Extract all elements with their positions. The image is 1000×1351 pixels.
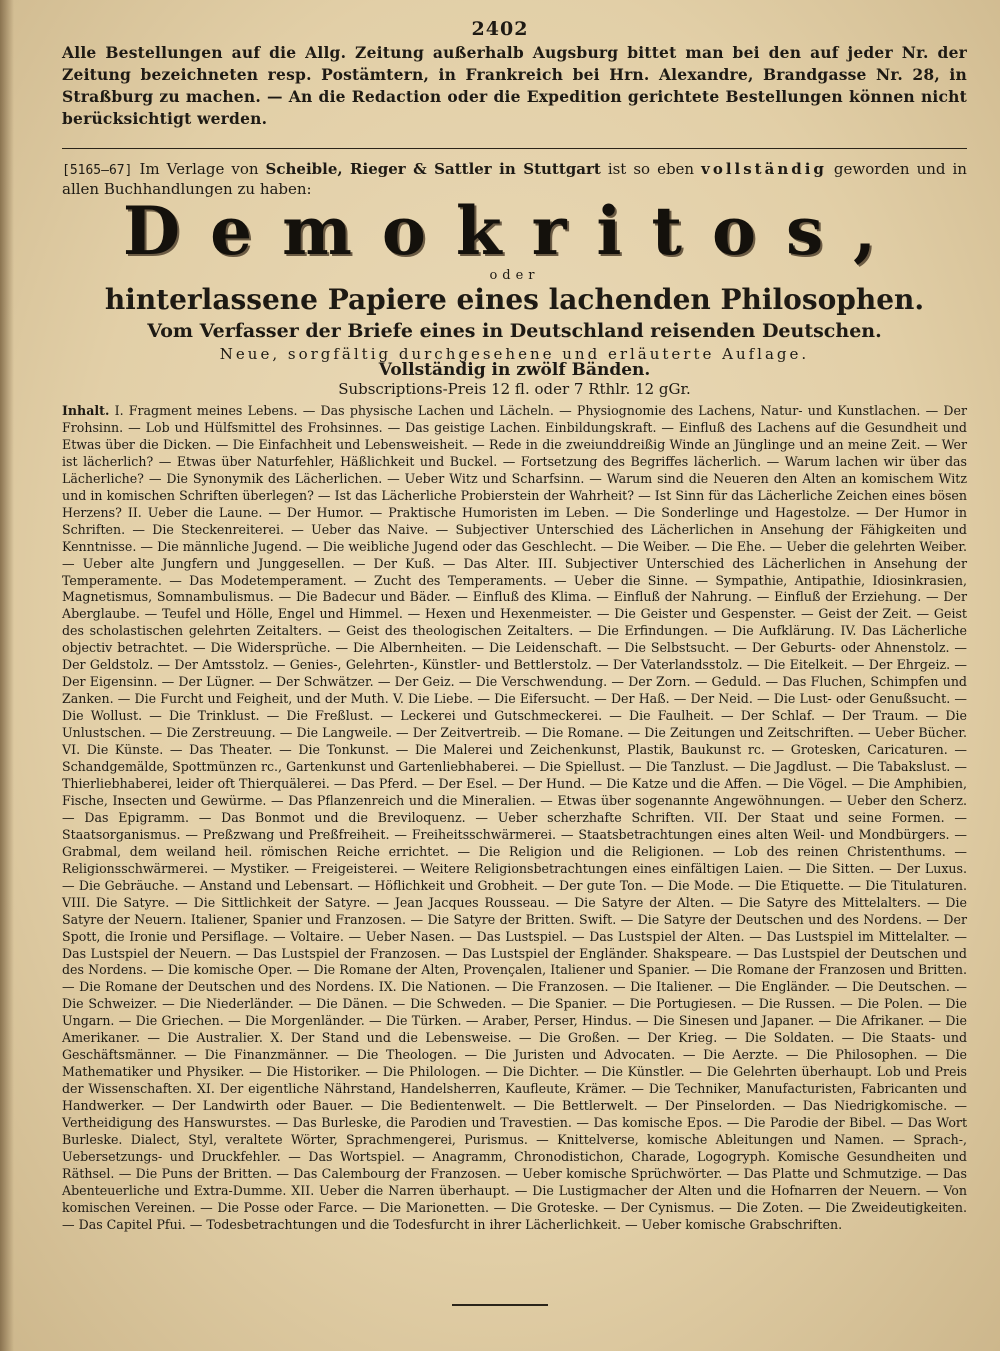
- title-conjunction: oder: [489, 268, 540, 283]
- end-rule: [452, 1304, 548, 1306]
- ad-reference-number: [5165–67]: [62, 163, 133, 178]
- page-edge-shadow: [0, 0, 14, 1351]
- intro-text-middle: ist so eben: [607, 160, 695, 178]
- subscription-notice: Alle Bestellungen auf die Allg. Zeitung außerhalb Augsburg bittet man bei den auf jeder Nr. der Zeitung bezeichneten resp. Postämtern, in Frankreich bei Hrn. Alexandre, Brandgasse Nr. 28, in Straßburg zu machen. — An die Redaction oder die Expedition gerichtete Bestellungen können nicht berücksichtigt werden.: [62, 43, 967, 128]
- publisher-name: Scheible, Rieger & Sattler in Stuttgart: [265, 160, 601, 178]
- divider-rule: [62, 148, 967, 149]
- contents-label: Inhalt.: [62, 403, 110, 418]
- complete-word: vollständig: [701, 160, 827, 178]
- book-subtitle: hinterlassene Papiere eines lachenden Philosophen.: [104, 283, 925, 316]
- author-line: Vom Verfasser der Briefe eines in Deutschland reisenden Deutschen.: [147, 320, 882, 342]
- table-of-contents: [62, 403, 967, 1234]
- contents-text: I. Fragment meines Lebens. — Das physische Lachen und Lächeln. — Physiognomie des Lachens, Natur- und Kunstlachen. — Der Frohsinn. — Lob und Hülfsmittel des Frohsinnes. — Das geistige Lachen. Einbildungskraft. — Einfluß des Lachens auf die Gesundheit und Etwas über die Dicken. — Die Einfachheit und Lebensweisheit. — Rede in die zweiunddreißig Winde an Jünglinge und an meine Zeit. — Wer ist lächerlich? — Etwas über Naturfehler, Häßlichkeit und Buckel. — Fortsetzung des Begriffes lächerlich. — Warum lachen wir über das Lächerliche? — Die Synonymik des Lächerlichen. — Ueber Witz und Scharfsinn. — Warum sind die Neueren den Alten an komischem Witz und in komischen Schriften überlegen? — Ist das Lächerliche Probierstein der Wahrheit? — Ist Sinn für das Lächerliche Zeichen eines bösen Herzens? II. Ueber die Laune. — Der Humor. — Praktische Humoristen im Leben. — Die Sonderlinge und Hagestolze. — Der Humor in Schriften. — Die Steckenreiterei. — Ueber das Naive. — Subjectiver Unterschied des Lächerlichen in Ansehung der Fähigkeiten und Kenntnisse. — Die männliche Jugend. — Die weibliche Jugend oder das Geschlecht. — Die Weiber. — Die Ehe. — Ueber die gelehrten Weiber. — Ueber alte Jungfern und Junggesellen. — Der Kuß. — Das Alter. III. Subjectiver Unterschied des Lächerlichen in Ansehung der Temperamente. — Das Modetemperament. — Zucht des Temperaments. — Ueber die Sinne. — Sympathie, Antipathie, Idiosinkrasien, Magnetismus, Somnambulismus. — Die Badecur und Bäder. — Einfluß des Klima. — Einfluß der Nahrung. — Einfluß der Erziehung. — Der Aberglaube. — Teufel und Hölle, Engel und Himmel. — Hexen und Hexenmeister. — Die Geister und Gespenster. — Geist der Zeit. — Geist des scholastischen gelehrten Zeitalters. — Geist des theologischen Zeitalters. — Die Erfindungen. — Die Aufklärung. IV. Das Lächerliche objectiv betrachtet. — Die Widersprüche. — Die Albernheiten. — Die Leidenschaft. — Die Selbstsucht. — Der Geburts- oder Ahnenstolz. — Der Geldstolz. — Der Amtsstolz. — Genies-, Gelehrten-, Künstler- und Bettlerstolz. — Der Vaterlandsstolz. — Die Eitelkeit. — Der Ehrgeiz. — Der Eigensinn. — Der Lügner. — Der Schwätzer. — Der Geiz. — Die Verschwendung. — Der Zorn. — Geduld. — Das Fluchen, Schimpfen und Zanken. — Die Furcht und Feigheit, und der Muth. V. Die Liebe. — Die Eifersucht. — Der Haß. — Der Neid. — Die Lust- oder Genußsucht. — Die Wollust. — Die Trinklust. — Die Freßlust. — Leckerei und Gutschmeckerei. — Die Faulheit. — Der Schlaf. — Der Traum. — Die Unlustschen. — Die Zerstreuung. — Die Langweile. — Der Zeitvertreib. — Die Romane. — Die Zeitungen und Zeitschriften. — Ueber Bücher. VI. Die Künste. — Das Theater. — Die Tonkunst. — Die Malerei und Zeichenkunst, Plastik, Baukunst rc. — Grotesken, Caricaturen. — Schandgemälde, Spottmünzen rc., Gartenkunst und Gartenliebhaberei. — Die Spiellust. — Die Tanzlust. — Die Jagdlust. — Die Tabakslust. — Thierliebhaberei, leider oft Thierquälerei. — Das Pferd. — Der Esel. — Der Hund. — Die Katze und die Affen. — Die Vögel. — Die Amphibien, Fische, Insecten und Gewürme. — Das Pflanzenreich und die Mineralien. — Etwas über sogenannte Angewöhnungen. — Ueber den Scherz. — Das Epigramm. — Das Bonmot und die Breviloquenz. — Ueber scherzhafte Schriften. VII. Der Staat und seine Formen. — Staatsorganismus. — Preßzwang und Preßfreiheit. — Freiheitsschwärmerei. — Staatsbetrachtungen eines alten Weil- und Mondbürgers. — Grabmal, dem weiland heil. römischen Reiche errichtet. — Die Religion und die Religionen. — Lob des reinen Christenthums. — Religionsschwärmerei. — Mystiker. — Freigeisterei. — Weitere Religionsbetrachtungen eines einfältigen Laien. — Die Sitten. — Der Luxus. — Die Gebräuche. — Anstand und Lebensart. — Höflichkeit und Grobheit. — Der gute Ton. — Die Mode. — Die Etiquette. — Die Titulaturen. VIII. Die Satyre. — Die Sittlichkeit der Satyre. — Jean Jacques Rousseau. — Die Satyre der Alten. — Die Satyre des Mittelalters. — Die Satyre der Neuern. Italiener, Spanier und Franzosen. — Die Satyre der Britten. Swift. — Die Satyre der Deutschen und des Nordens. — Der Spott, die Ironie und Persiflage. — Voltaire. — Ueber Nasen. — Das Lustspiel. — Das Lustspiel der Alten. — Das Lustspiel im Mittelalter. — Das Lustspiel der Neuern. — Das Lustspiel der Franzosen. — Das Lustspiel der Engländer. Shakspeare. — Das Lustspiel der Deutschen und des Nordens. — Die komische Oper. — Die Romane der Alten, Provençalen, Italiener und Spanier. — Die Romane der Franzosen und Britten. — Die Romane der Deutschen und des Nordens. IX. Die Nationen. — Die Franzosen. — Die Italiener. — Die Engländer. — Die Deutschen. — Die Schweizer. — Die Niederländer. — Die Dänen. — Die Schweden. — Die Spanier. — Die Portugiesen. — Die Russen. — Die Polen. — Die Ungarn. — Die Griechen. — Die Morgenländer. — Die Türken. — Araber, Perser, Hindus. — Die Sinesen und Japaner. — Die Afrikaner. — Die Amerikaner. — Die Australier. X. Der Stand und die Lebensweise. — Die Großen. — Der Krieg. — Die Soldaten. — Die Staats- und Geschäftsmänner. — Die Finanzmänner. — Die Theologen. — Die Juristen und Advocaten. — Die Aerzte. — Die Philosophen. — Die Mathematiker und Physiker. — Die Historiker. — Die Philologen. — Die Dichter. — Die Künstler. — Die Gelehrten überhaupt. Lob und Preis der Wissenschaften. XI. Der eigentliche Nährstand, Handelsherren, Kaufleute, Krämer. — Die Techniker, Manufacturisten, Fabricanten und Handwerker. — Der Landwirth oder Bauer. — Die Bedientenwelt. — Die Bettlerwelt. — Der Pinselorden. — Das Niedrigkomische. — Vertheidigung des Hanswurstes. — Das Burleske, die Parodien und Travestien. — Das komische Epos. — Die Parodie der Bibel. — Das Wort Burleske. Dialect, Styl, veraltete Wörter, Sprachmengerei, Purismus. — Knittelverse, komische Ableitungen und Namen. — Sprach-, Uebersetzungs- und Druckfehler. — Das Wortspiel. — Anagramm, Chronodistichon, Charade, Logogryph. Komische Gesundheiten und Räthsel. — Die Puns der Britten. — Das Calembourg der Franzosen. — Ueber komische Sprüchwörter. — Das Platte und Schmutzige. — Das Abenteuerliche und Extra-Dumme. XII. Ueber die Narren überhaupt. — Die Lustigmacher der Alten und die Hofnarren der Neuern. — Von komischen Vereinen. — Die Posse oder Farce. — Die Marionetten. — Die Groteske. — Der Cynismus. — Die Zoten. — Die Zweideutigkeiten. — Das Capitel Pfui. — Todesbetrachtungen und die Todesfurcht in ihrer Lächerlichkeit. — Ueber komische Grabschriften.: [62, 403, 967, 1232]
- volumes-line: Vollständig in zwölf Bänden.: [378, 360, 651, 380]
- subscription-price: Subscriptions-Preis 12 fl. oder 7 Rthlr. 12 gGr.: [338, 380, 691, 398]
- intro-text-after: geworden und in allen Buchhandlungen zu haben:: [62, 160, 967, 198]
- page-number: 2402: [471, 18, 529, 40]
- intro-text-before: Im Verlage von: [139, 160, 259, 178]
- edition-line: Neue, sorgfältig durchgesehene und erläuterte Auflage.: [219, 345, 810, 363]
- book-title: Demokritos,: [122, 192, 907, 270]
